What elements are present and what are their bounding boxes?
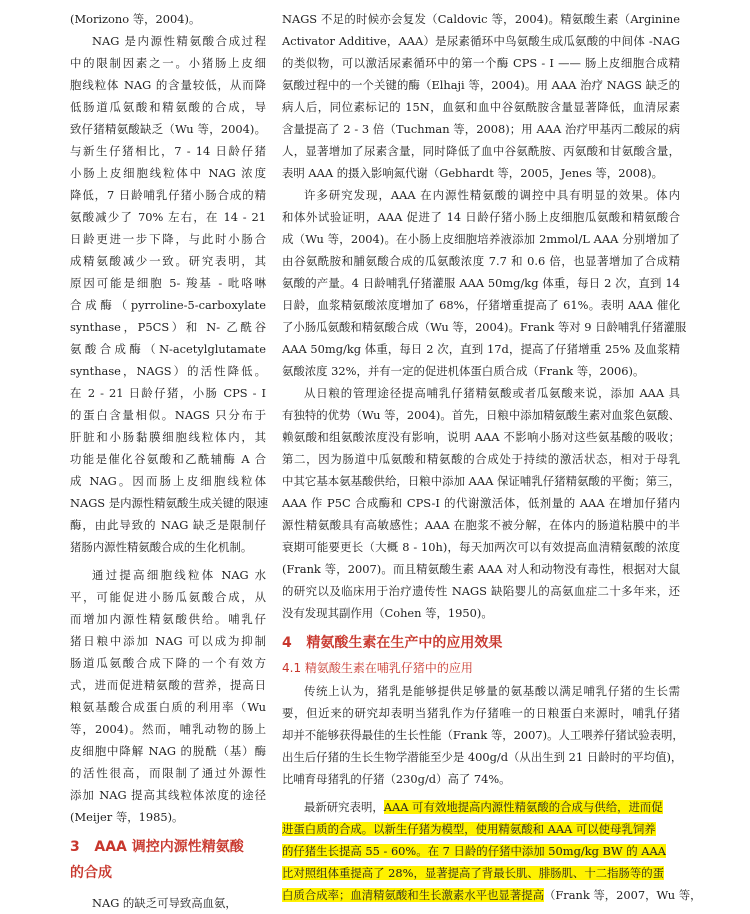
text-line: (Meijer 等，1985)。 — [70, 810, 184, 824]
text-line: 猪日粮中添加 NAG 可以成为抑制 — [70, 634, 266, 648]
text-line: 合成酶（pyrroline-5-carboxylate — [70, 298, 266, 312]
text-line: 氨酸的产量。4 日龄哺乳仔猪灌服 AAA 50mg/kg 体重，每日 2 次，直到 14 — [282, 276, 680, 290]
section-heading-4 — [282, 630, 680, 656]
text-line: 含量提高了 2 - 3 倍（Tuchman 等，2008)；用 AAA 治疗甲基丙二酸尿的病 — [282, 122, 680, 136]
heading-number: 3 — [70, 839, 80, 855]
text-line: 要，但近来的研究却表明当猪乳作为仔猪唯一的日粮蛋白来源时，哺乳仔猪 — [282, 706, 680, 720]
text-line — [282, 884, 702, 906]
right-column — [282, 8, 702, 906]
text-line: 衰期可能要更长（大概 8 - 10h)，每天加两次可以有效提高血清精氨酸的浓度 — [282, 540, 680, 554]
text-line: 氨酸合成酶（N-acetylglutamate — [70, 342, 266, 356]
text-line: 的蛋白含量相似。NAGS 只分布于 — [70, 408, 266, 422]
text-line: 出生后仔猪的生长生物学潜能至少是 400g/d（从出生到 21 日龄时的平均值)， — [282, 750, 683, 764]
text-line: 由谷氨酰胺和脯氨酸合成的瓜氨酸浓度 7.7 和 0.6 倍，也显著增加了合成精 — [282, 254, 680, 268]
text-line: 小肠上皮细胞线粒体中 NAG 浓度 — [70, 166, 266, 180]
text-line: 猪肠内源性精氨酸合成的生化机制。 — [70, 540, 253, 554]
highlighted-text: AAA 可有效地提高内源性精氨酸的合成与供给，进而促 — [383, 800, 663, 814]
text-line: 和体外试验证明，AAA 促进了 14 日龄仔猪小肠上皮细胞瓜氨酸和精氨酸合 — [282, 210, 680, 224]
text-line: 等，2004)。然而，哺乳动物的肠上 — [70, 722, 266, 736]
subsection-heading-4-1: 4.1 精氨酸生素在哺乳仔猪中的应用 — [282, 661, 473, 675]
heading-text: 精氨酸生素在生产中的应用效果 — [306, 635, 503, 651]
text-line: 氨酸浓度 32%，并有一定的促进机体蛋白质合成（Frank 等，2006)。 — [282, 364, 645, 378]
text-line: 了小肠瓜氨酸和精氨酸合成（Wu 等，2004)。Frank 等对 9 日龄哺乳仔猪灌服 — [282, 320, 687, 334]
text-line: 添加 NAG 提高其线粒体浓度的途径 — [70, 788, 266, 802]
text-line: 氨酸过程中的一个关键的酶（Elhaji 等，2004)。用 AAA 治疗 NAGS 缺乏的 — [282, 78, 680, 92]
text-line: 胞线粒体 NAG 的含量较低，从而降 — [70, 78, 266, 92]
text-line: NAG 的缺乏可导致高血氨， — [92, 896, 237, 910]
text-line: AAA 50mg/kg 体重，每日 2 次，直到 17d，提高了仔猪增重 25% 及血浆精 — [282, 342, 680, 356]
left-column — [70, 8, 269, 914]
text-line: 致仔猪精氨酸缺乏（Wu 等，2004)。 — [70, 122, 266, 136]
text-line: 式，进而促进精氨酸的营养，提高日 — [70, 678, 266, 692]
section-heading-3 — [70, 834, 266, 860]
text-line: 有独特的优势（Wu 等，2004)。首先，日粮中添加精氨酸生素对血浆色氨酸、 — [282, 408, 680, 422]
text-line: 从日粮的管理途径提高哺乳仔猪精氨酸或者瓜氨酸来说，添加 AAA 具 — [304, 386, 680, 400]
text-line: 表明 AAA 的摄入影响氮代谢（Gebhardt 等，2005，Jenes 等，2008)。 — [282, 166, 664, 180]
text-line: 而增加内源性精氨酸供给。哺乳仔 — [70, 612, 266, 626]
text-line: 日龄更进一步下降，与此时小肠合 — [70, 232, 266, 246]
text-line: 成（Wu 等，2004)。在小肠上皮细胞培养液添加 2mmol/L AAA 分别增加了 — [282, 232, 680, 246]
text-line: 成精氨酸减少一致。研究表明，其 — [70, 254, 266, 268]
text-line: 肝脏和小肠黏膜细胞线粒体内，其 — [70, 430, 266, 444]
text-line: 病人后，同位素标记的 15N，血氨和血中谷氨酰胺含量显著降低，血清尿素 — [282, 100, 680, 114]
text-line: 的研究以及临床用于治疗遗传性 NAGS 缺陷婴儿的高氨血症二十多年来，还 — [282, 584, 680, 598]
text-line: 赖氨酸和组氨酸浓度没有影响，说明 AAA 不影响小肠对这些氨基酸的吸收； — [282, 430, 680, 444]
text-line: 肠道瓜氨酸合成下降的一个有效方 — [70, 656, 266, 670]
text-line: 低肠道瓜氨酸和精氨酸的合成，导 — [70, 100, 266, 114]
text-line: 许多研究发现，AAA 在内源性精氨酸的调控中具有明显的效果。体内 — [304, 188, 680, 202]
text-line: NAGS 不足的时候亦会复发（Caldovic 等，2004)。精氨酸生素（Arginine — [282, 12, 680, 26]
text-line: 通过提高细胞线粒体 NAG 水 — [92, 568, 266, 582]
text-line: 皮细胞中降解 NAG 的脱酰（基）酶 — [70, 744, 266, 758]
text-line: 第二，因为肠道中瓜氨酸和精氨酸的合成处于持续的激活状态，相对于母乳 — [282, 452, 680, 466]
text-line: (Frank 等，2007)。而且精氨酸生素 AAA 对人和动物没有毒性，根据对大鼠 — [282, 562, 680, 576]
text-line: 氨酸减少了 70% 左右，在 14 - 21 — [70, 210, 266, 224]
text-line — [282, 862, 680, 884]
text-line: AAA 作 P5C 合成酶和 CPS-I 的代谢激活体，低剂量的 AAA 在增加仔猪内 — [282, 496, 680, 510]
text-plain: 最新研究表明， — [304, 800, 384, 814]
highlighted-text: 进蛋白质的合成。以新生仔猪为模型，使用精氨酸和 AAA 可以使母乳饲养 — [282, 822, 656, 836]
text-line: 人，显著增加了尿素含量，同时降低了血中谷氨酰胺、丙氨酸和甘氨酸含量， — [282, 144, 680, 158]
text-line: NAG 是内源性精氨酸合成过程 — [92, 34, 266, 48]
text-line: 粮氨基酸合成蛋白质的利用率（Wu — [70, 700, 266, 714]
text-line: synthase，P5CS）和 N- 乙酰谷 — [70, 320, 266, 334]
text-line: 中的限制因素之一。小猪肠上皮细 — [70, 56, 266, 70]
text-line — [282, 840, 680, 862]
section-heading-3-cont: 的合成 — [70, 865, 112, 881]
text-line: (Morizono 等，2004)。 — [70, 12, 201, 26]
text-line: 中其它基本氨基酸供给，日粮中添加 AAA 保证哺乳仔猪精氨酸的平衡；第三， — [282, 474, 680, 488]
highlighted-text: 白质合成率；血清精氨酸和生长激素水平也显著提高 — [282, 888, 544, 902]
text-line: 却并不能够获得最佳的生长性能（Frank 等，2007)。人工喂养仔猪试验表明， — [282, 728, 684, 742]
text-line: 的活性很高，而限制了通过外源性 — [70, 766, 266, 780]
text-line: 源性精氨酸具有高敏感性；AAA 在胞浆不被分解，在体内的肠道粘膜中的半 — [282, 518, 680, 532]
text-line: 平，可能促进小肠瓜氨酸合成，从 — [70, 590, 266, 604]
text-line: 没有发现其副作用（Cohen 等，1950)。 — [282, 606, 493, 620]
text-line — [282, 818, 680, 840]
text-line: 功能是催化谷氨酸和乙酰辅酶 A 合 — [70, 452, 266, 466]
text-line: NAGS 是内源性精氨酸生成关键的限速 — [70, 496, 269, 510]
text-line: 酶，由此导致的 NAG 缺乏是限制仔 — [70, 518, 266, 532]
heading-text: AAA 调控内源性精氨酸 — [94, 839, 244, 855]
text-line: 的类似物，可以激活尿素循环中的第一个酶 CPS - I —— 肠上皮细胞合成精 — [282, 56, 680, 70]
text-line: 降低，7 日龄哺乳仔猪小肠合成的精 — [70, 188, 266, 202]
text-plain: （Frank 等，2007，Wu 等， — [544, 888, 702, 902]
text-line: 比哺育母猪乳的仔猪（230g/d）高了 74%。 — [282, 772, 511, 786]
highlighted-text: 的仔猪生长提高 55 - 60%。在 7 日龄的仔猪中添加 50mg/kg BW 的 AAA — [282, 844, 666, 858]
text-line: 与新生仔猪相比，7 - 14 日龄仔猪 — [70, 144, 266, 158]
text-line: 成 NAG。因而肠上皮细胞线粒体 — [70, 474, 266, 488]
highlighted-text: 比对照组体重提高了 28%，显著提高了背最长肌、腓肠肌、十二指肠等的蛋 — [282, 866, 665, 880]
text-line: 在 2 - 21 日龄仔猪，小肠 CPS - I — [70, 386, 266, 400]
text-line: 原因可能是细胞 5- 羧基 - 吡咯啉 — [70, 276, 266, 290]
heading-number: 4 — [282, 635, 292, 651]
text-line: 传统上认为，猪乳是能够提供足够量的氨基酸以满足哺乳仔猪的生长需 — [304, 684, 680, 698]
text-line: 日龄，血浆精氨酸浓度增加了 68%，仔猪增重提高了 61%。表明 AAA 催化 — [282, 298, 680, 312]
text-line: synthase，NAGS）的活性降低。 — [70, 364, 266, 378]
text-line: Activator Additive，AAA）是尿素循环中鸟氨酸生成瓜氨酸的中间体 -NAG — [282, 34, 680, 48]
text-line — [282, 796, 680, 818]
